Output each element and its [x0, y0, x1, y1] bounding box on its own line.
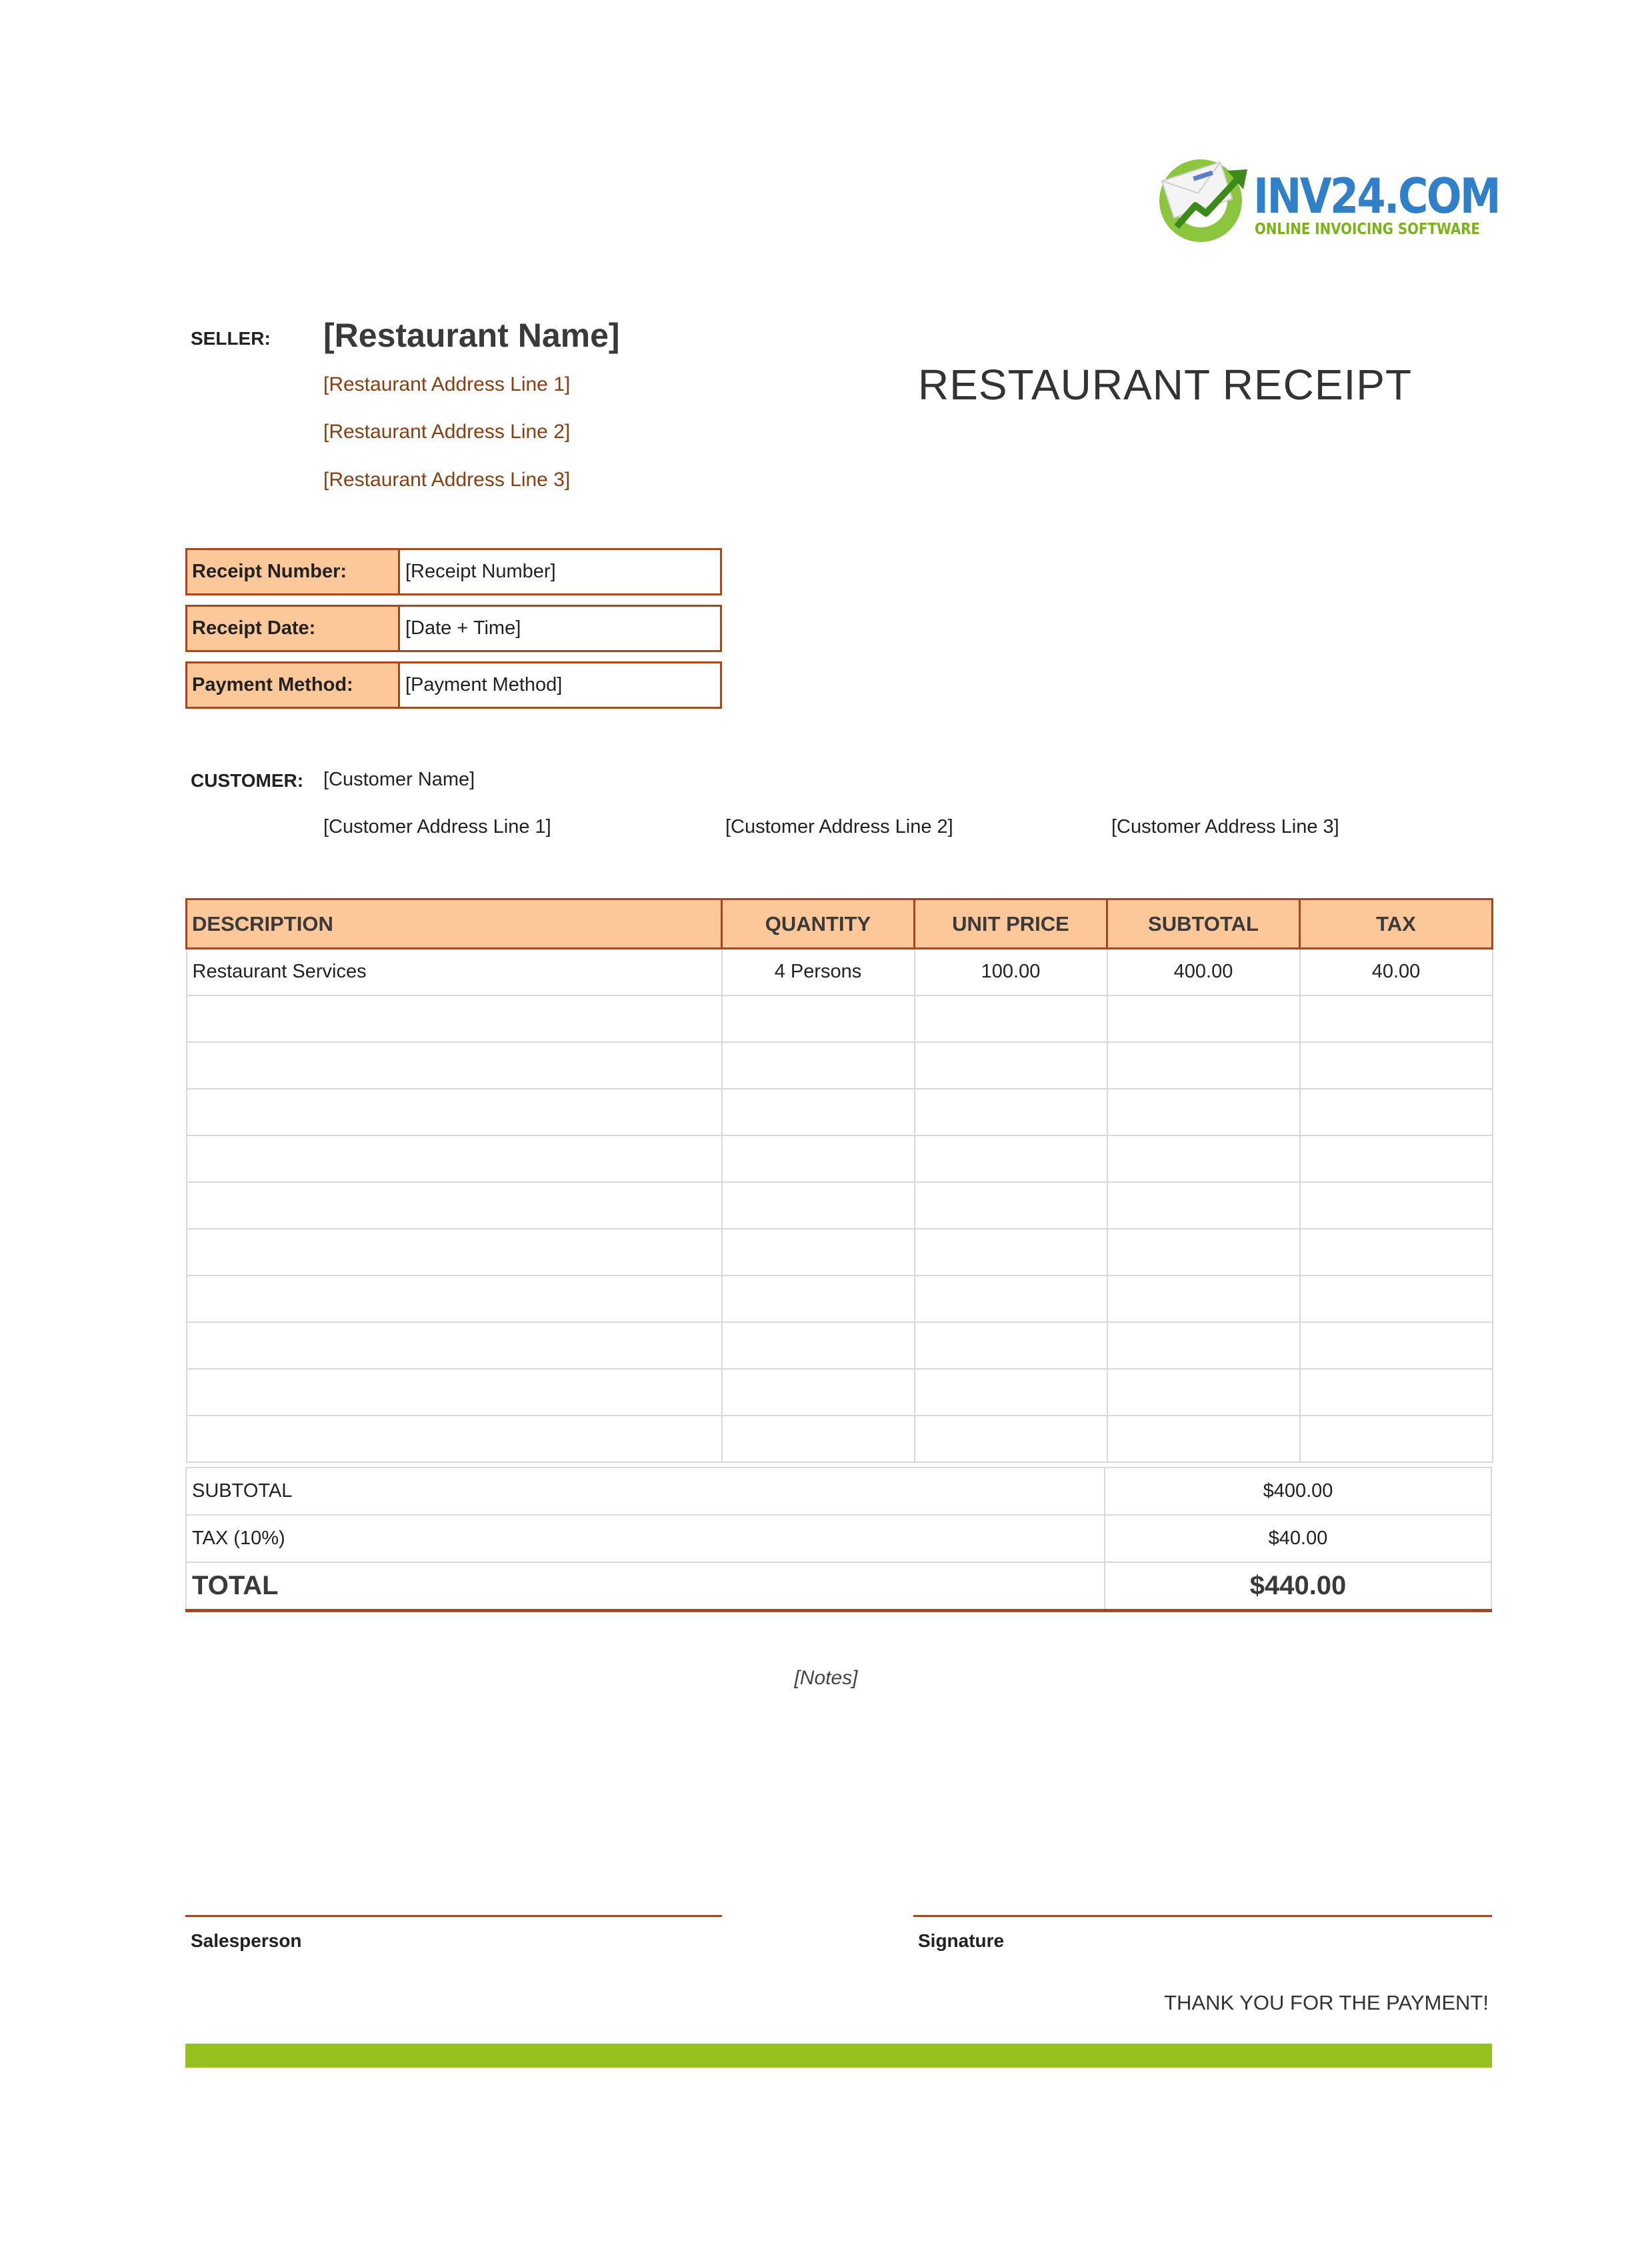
cell-subtotal	[1107, 1229, 1300, 1276]
table-row	[187, 1322, 1493, 1369]
subtotal-row	[186, 1468, 1491, 1515]
notes: [Notes]	[794, 1667, 858, 1689]
customer-label: CUSTOMER:	[191, 770, 304, 791]
cell-tax	[1300, 1136, 1493, 1182]
cell-description	[187, 1276, 722, 1322]
cell-tax	[1300, 1322, 1493, 1369]
cell-description	[187, 1369, 722, 1416]
thank-you-message: THANK YOU FOR THE PAYMENT!	[1164, 1991, 1489, 2014]
footer-bar	[185, 2044, 1492, 2068]
cell-description	[187, 1042, 722, 1089]
cell-quantity	[722, 1089, 915, 1136]
cell-description	[187, 1416, 722, 1462]
cell-subtotal	[1107, 1042, 1300, 1089]
cell-description	[187, 1089, 722, 1136]
cell-unit-price: 100.00	[915, 949, 1107, 995]
cell-subtotal	[1107, 1369, 1300, 1416]
cell-unit-price	[915, 1369, 1107, 1416]
cell-tax: 40.00	[1300, 949, 1493, 995]
total-value: $440.00	[1105, 1562, 1491, 1611]
cell-unit-price	[915, 1136, 1107, 1182]
total-row	[186, 1562, 1491, 1611]
tax-value: $40.00	[1105, 1515, 1491, 1562]
salesperson-label: Salesperson	[191, 1930, 302, 1951]
cell-subtotal	[1107, 1182, 1300, 1229]
cell-quantity	[722, 1229, 915, 1276]
cell-quantity	[722, 1369, 915, 1416]
totals-table	[185, 1467, 1492, 1612]
cell-tax	[1300, 1416, 1493, 1462]
subtotal-label: SUBTOTAL	[186, 1468, 1105, 1515]
header-quantity: QUANTITY	[722, 899, 915, 949]
cell-unit-price	[915, 1042, 1107, 1089]
total-label: TOTAL	[186, 1562, 1105, 1611]
cell-tax	[1300, 1229, 1493, 1276]
receipt-number-row	[185, 548, 722, 595]
receipt-number-label: Receipt Number:	[187, 550, 400, 593]
cell-description	[187, 995, 722, 1042]
table-row	[187, 1229, 1493, 1276]
seller-name: [Restaurant Name]	[323, 317, 620, 354]
logo-wordmark: INV24.COM	[1253, 168, 1499, 224]
cell-quantity	[722, 1042, 915, 1089]
receipt-number-value[interactable]: [Receipt Number]	[405, 561, 556, 582]
customer-address-line-3: [Customer Address Line 3]	[1111, 816, 1339, 837]
tax-row	[186, 1515, 1491, 1562]
seller-address-line-2: [Restaurant Address Line 2]	[323, 421, 571, 443]
cell-tax	[1300, 1369, 1493, 1416]
cell-tax	[1300, 995, 1493, 1042]
cell-tax	[1300, 1089, 1493, 1136]
seller-address-line-1: [Restaurant Address Line 1]	[323, 373, 571, 395]
table-row	[187, 1182, 1493, 1229]
cell-unit-price	[915, 1089, 1107, 1136]
header-subtotal: SUBTOTAL	[1107, 899, 1300, 949]
table-row	[187, 1089, 1493, 1136]
cell-tax	[1300, 1276, 1493, 1322]
cell-tax	[1300, 1042, 1493, 1089]
cell-description	[187, 1229, 722, 1276]
cell-description	[187, 1322, 722, 1369]
items-table	[185, 898, 1493, 1463]
table-row	[187, 1042, 1493, 1089]
document-title: RESTAURANT RECEIPT	[918, 361, 1413, 409]
header-description: DESCRIPTION	[187, 899, 722, 949]
cell-subtotal	[1107, 1416, 1300, 1462]
cell-subtotal	[1107, 1276, 1300, 1322]
customer-address-line-2: [Customer Address Line 2]	[725, 816, 953, 837]
subtotal-value: $400.00	[1105, 1468, 1491, 1515]
cell-quantity	[722, 995, 915, 1042]
cell-quantity	[722, 1136, 915, 1182]
cell-quantity: 4 Persons	[722, 949, 915, 995]
signature-label: Signature	[918, 1930, 1005, 1951]
payment-method-value[interactable]: [Payment Method]	[405, 674, 563, 695]
cell-unit-price	[915, 1182, 1107, 1229]
table-row	[187, 1416, 1493, 1462]
table-row	[187, 1369, 1493, 1416]
cell-description	[187, 1182, 722, 1229]
header-unit-price: UNIT PRICE	[915, 899, 1107, 949]
cell-description: Restaurant Services	[187, 949, 722, 995]
cell-subtotal	[1107, 1089, 1300, 1136]
cell-unit-price	[915, 1229, 1107, 1276]
table-row	[187, 995, 1493, 1042]
table-row	[187, 1136, 1493, 1182]
cell-subtotal	[1107, 1322, 1300, 1369]
table-row	[187, 949, 1493, 995]
items-table-header	[187, 899, 1493, 949]
customer-address-line-1: [Customer Address Line 1]	[323, 816, 551, 837]
signature-line	[913, 1915, 1492, 1917]
seller-address-line-3: [Restaurant Address Line 3]	[323, 469, 571, 491]
header-tax: TAX	[1300, 899, 1493, 949]
receipt-date-row	[185, 605, 722, 652]
table-row	[187, 1276, 1493, 1322]
cell-unit-price	[915, 1276, 1107, 1322]
payment-method-row	[185, 661, 722, 709]
tax-label: TAX (10%)	[186, 1515, 1105, 1562]
cell-unit-price	[915, 995, 1107, 1042]
cell-subtotal: 400.00	[1107, 949, 1300, 995]
customer-name: [Customer Name]	[323, 769, 475, 790]
cell-unit-price	[915, 1416, 1107, 1462]
cell-unit-price	[915, 1322, 1107, 1369]
cell-subtotal	[1107, 1136, 1300, 1182]
payment-method-label: Payment Method:	[187, 663, 400, 707]
cell-quantity	[722, 1416, 915, 1462]
seller-label: SELLER:	[191, 328, 271, 349]
salesperson-signature-line	[185, 1915, 722, 1917]
cell-subtotal	[1107, 995, 1300, 1042]
cell-tax	[1300, 1182, 1493, 1229]
cell-quantity	[722, 1276, 915, 1322]
cell-quantity	[722, 1322, 915, 1369]
receipt-date-label: Receipt Date:	[187, 607, 400, 650]
cell-quantity	[722, 1182, 915, 1229]
logo-tagline: ONLINE INVOICING SOFTWARE	[1255, 221, 1480, 238]
receipt-date-value[interactable]: [Date + Time]	[405, 617, 521, 639]
cell-description	[187, 1136, 722, 1182]
